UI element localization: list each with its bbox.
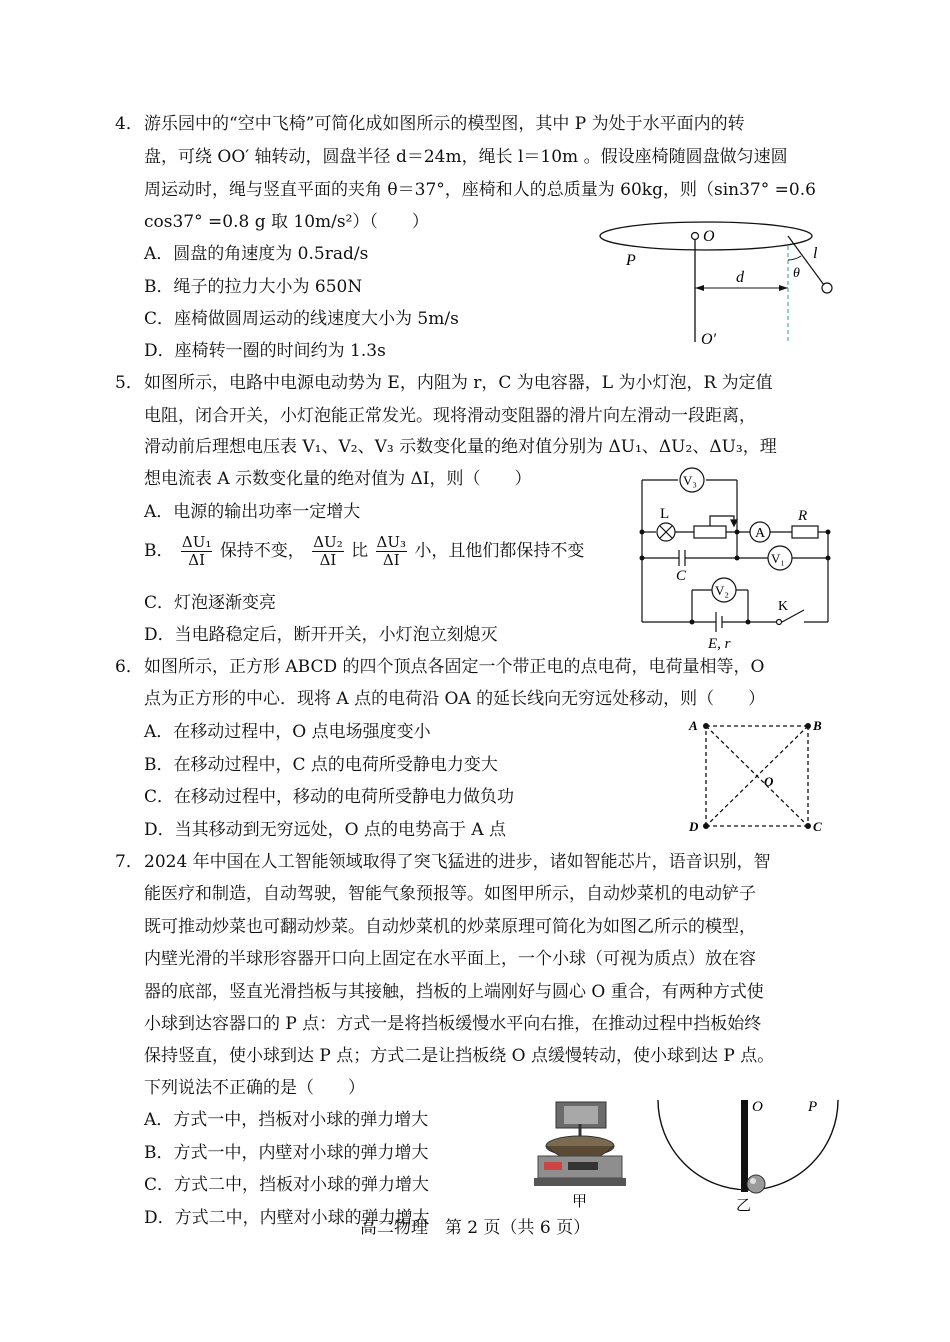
q4-fig-label-d: d xyxy=(736,269,744,286)
q5-fig-A: A xyxy=(755,526,766,541)
q6-fig-C: C xyxy=(813,819,822,834)
q7-fig-jia: 甲 xyxy=(572,1194,588,1210)
q5-fraction-3 xyxy=(376,534,408,569)
q5-option-b-mid1: 保持不变， xyxy=(219,541,305,561)
q5-fig-V2: V₂ xyxy=(715,583,729,598)
q5-number: 5． xyxy=(115,373,143,393)
q5-option-a: A．电源的输出功率一定增大 xyxy=(144,502,361,522)
q5-f2-num: ΔU₂ xyxy=(313,533,343,551)
q4-figure-flying-chair xyxy=(596,218,856,348)
q7-option-a: A．方式一中，挡板对小球的弹力增大 xyxy=(144,1110,429,1130)
q4-option-d: D．座椅转一圈的时间约为 1.3s xyxy=(144,341,386,361)
q5-line-2: 电阻，闭合开关，小灯泡能正常发光。现将滑动变阻器的滑片向左滑动一段距离， xyxy=(144,406,756,426)
q6-option-b: B．在移动过程中，C 点的电荷所受静电力变大 xyxy=(144,755,498,775)
q5-option-b-suffix: 小，且他们都保持不变 xyxy=(414,541,585,561)
q4-fig-label-O: O xyxy=(703,228,715,245)
q5-f2-den: ΔI xyxy=(319,551,337,569)
q6-line-2: 点为正方形的中心．现将 A 点的电荷沿 OA 的延长线向无穷远处移动，则（ ） xyxy=(144,689,766,709)
q4-fig-label-P: P xyxy=(626,252,636,269)
q6-option-d: D．当其移动到无穷远处，O 点的电势高于 A 点 xyxy=(144,820,507,840)
q6-option-c: C．在移动过程中，移动的电荷所受静电力做负功 xyxy=(144,787,515,807)
q5-fraction-1 xyxy=(181,534,213,569)
q7-fig-O: O xyxy=(752,1099,763,1115)
q5-line-4: 想电流表 A 示数变化量的绝对值为 ΔI，则（ ） xyxy=(144,469,532,489)
q7-figure-cooking-machine-photo xyxy=(528,1098,633,1213)
q7-number: 7． xyxy=(115,852,143,872)
q4-line-2: 盘，可绕 OO′ 轴转动，圆盘半径 d＝24m，绳长 l＝10m 。假设座椅随圆盘做匀速圆 xyxy=(144,147,788,167)
q7-line-3: 既可推动炒菜也可翻动炒菜。自动炒菜机的炒菜原理可简化为如图乙所示的模型， xyxy=(144,917,756,937)
q4-fig-label-l: l xyxy=(813,245,818,262)
q5-option-b-mid2: 比 xyxy=(351,541,369,561)
q4-fig-label-O-prime: O′ xyxy=(701,331,717,348)
page-footer: 高二物理 第 2 页（共 6 页） xyxy=(359,1218,591,1238)
q7-line-1: 2024 年中国在人工智能领域取得了突飞猛进的进步，诸如智能芯片，语音识别，智 xyxy=(144,852,771,872)
q6-number: 6． xyxy=(115,657,143,677)
q5-option-c: C．灯泡逐渐变亮 xyxy=(144,593,277,613)
q4-fig-label-theta: θ xyxy=(793,266,800,281)
q5-fig-Er: E, r xyxy=(708,636,731,652)
q5-line-3: 滑动前后理想电压表 V₁、V₂、V₃ 示数变化量的绝对值分别为 ΔU₁、ΔU₂、ΔU₃，理 xyxy=(144,437,777,457)
q7-fig-P: P xyxy=(808,1099,818,1115)
q5-f3-num: ΔU₃ xyxy=(376,533,407,551)
q5-f1-den: ΔI xyxy=(188,551,206,569)
q6-fig-O: O xyxy=(764,774,774,789)
q5-fraction-2 xyxy=(312,534,344,569)
q7-line-8: 下列说法不正确的是（ ） xyxy=(144,1078,365,1098)
q7-line-2: 能医疗和制造，自动驾驶，智能气象预报等。如图甲所示，自动炒菜机的电动铲子 xyxy=(144,884,756,904)
q6-fig-A: A xyxy=(689,718,698,733)
q4-line-3: 周运动时，绳与竖直平面的夹角 θ＝37°，座椅和人的总质量为 60kg，则（sin37° =0.6 xyxy=(144,180,816,200)
q5-fig-R: R xyxy=(798,508,808,524)
q7-line-7: 保持竖直，使小球到达 P 点；方式二是让挡板绕 O 点缓慢转动，使小球到达 P 点。 xyxy=(144,1046,775,1066)
q5-fig-V1: V₁ xyxy=(771,551,785,566)
q5-fig-K: K xyxy=(778,599,789,614)
q7-line-5: 器的底部，竖直光滑挡板与其接触，挡板的上端刚好与圆心 O 重合，有两种方式使 xyxy=(144,982,764,1002)
q5-option-d: D．当电路稳定后，断开开关，小灯泡立刻熄灭 xyxy=(144,625,498,645)
q7-figure-hemisphere-model xyxy=(652,1094,842,1219)
q4-line-4: cos37° =0.8 g 取 10m/s²）（ ） xyxy=(144,212,429,232)
q7-option-d: D．方式二中，内壁对小球的弹力增大 xyxy=(144,1208,430,1228)
q7-option-c: C．方式二中，挡板对小球的弹力增大 xyxy=(144,1175,430,1195)
q6-line-1: 如图所示，正方形 ABCD 的四个顶点各固定一个带正电的点电荷，电荷量相等，O xyxy=(144,657,765,677)
q7-option-b: B．方式一中，内壁对小球的弹力增大 xyxy=(144,1143,429,1163)
q5-fig-C: C xyxy=(676,568,687,584)
q6-fig-B: B xyxy=(813,718,822,733)
q4-option-c: C．座椅做圆周运动的线速度大小为 5m/s xyxy=(144,309,459,329)
q6-figure-square xyxy=(686,714,831,839)
q5-fig-V3: V₃ xyxy=(683,473,697,488)
q4-option-b: B．绳子的拉力大小为 650N xyxy=(144,277,363,297)
q7-line-6: 小球到达容器口的 P 点：方式一是将挡板缓慢水平向右推，在推动过程中挡板始终 xyxy=(144,1014,762,1034)
q7-line-4: 内壁光滑的半球形容器开口向上固定在水平面上，一个小球（可视为质点）放在容 xyxy=(144,949,756,969)
q5-option-b xyxy=(144,534,584,569)
q6-option-a: A．在移动过程中，O 点电场强度变小 xyxy=(144,722,431,742)
q7-fig-yi: 乙 xyxy=(736,1198,752,1214)
q5-option-b-prefix: B． xyxy=(144,541,174,561)
q5-f1-num: ΔU₁ xyxy=(181,533,212,551)
q5-figure-circuit xyxy=(632,462,837,652)
q6-fig-D: D xyxy=(689,819,699,834)
q5-fig-L: L xyxy=(660,506,670,522)
q5-f3-den: ΔI xyxy=(382,551,400,569)
q4-number: 4． xyxy=(115,114,143,134)
q4-option-a: A．圆盘的角速度为 0.5rad/s xyxy=(144,244,369,264)
q5-line-1: 如图所示，电路中电源电动势为 E，内阻为 r，C 为电容器，L 为小灯泡，R 为定值 xyxy=(144,373,773,393)
q4-line-1: 游乐园中的“空中飞椅”可简化成如图所示的模型图，其中 P 为处于水平面内的转 xyxy=(144,114,745,134)
